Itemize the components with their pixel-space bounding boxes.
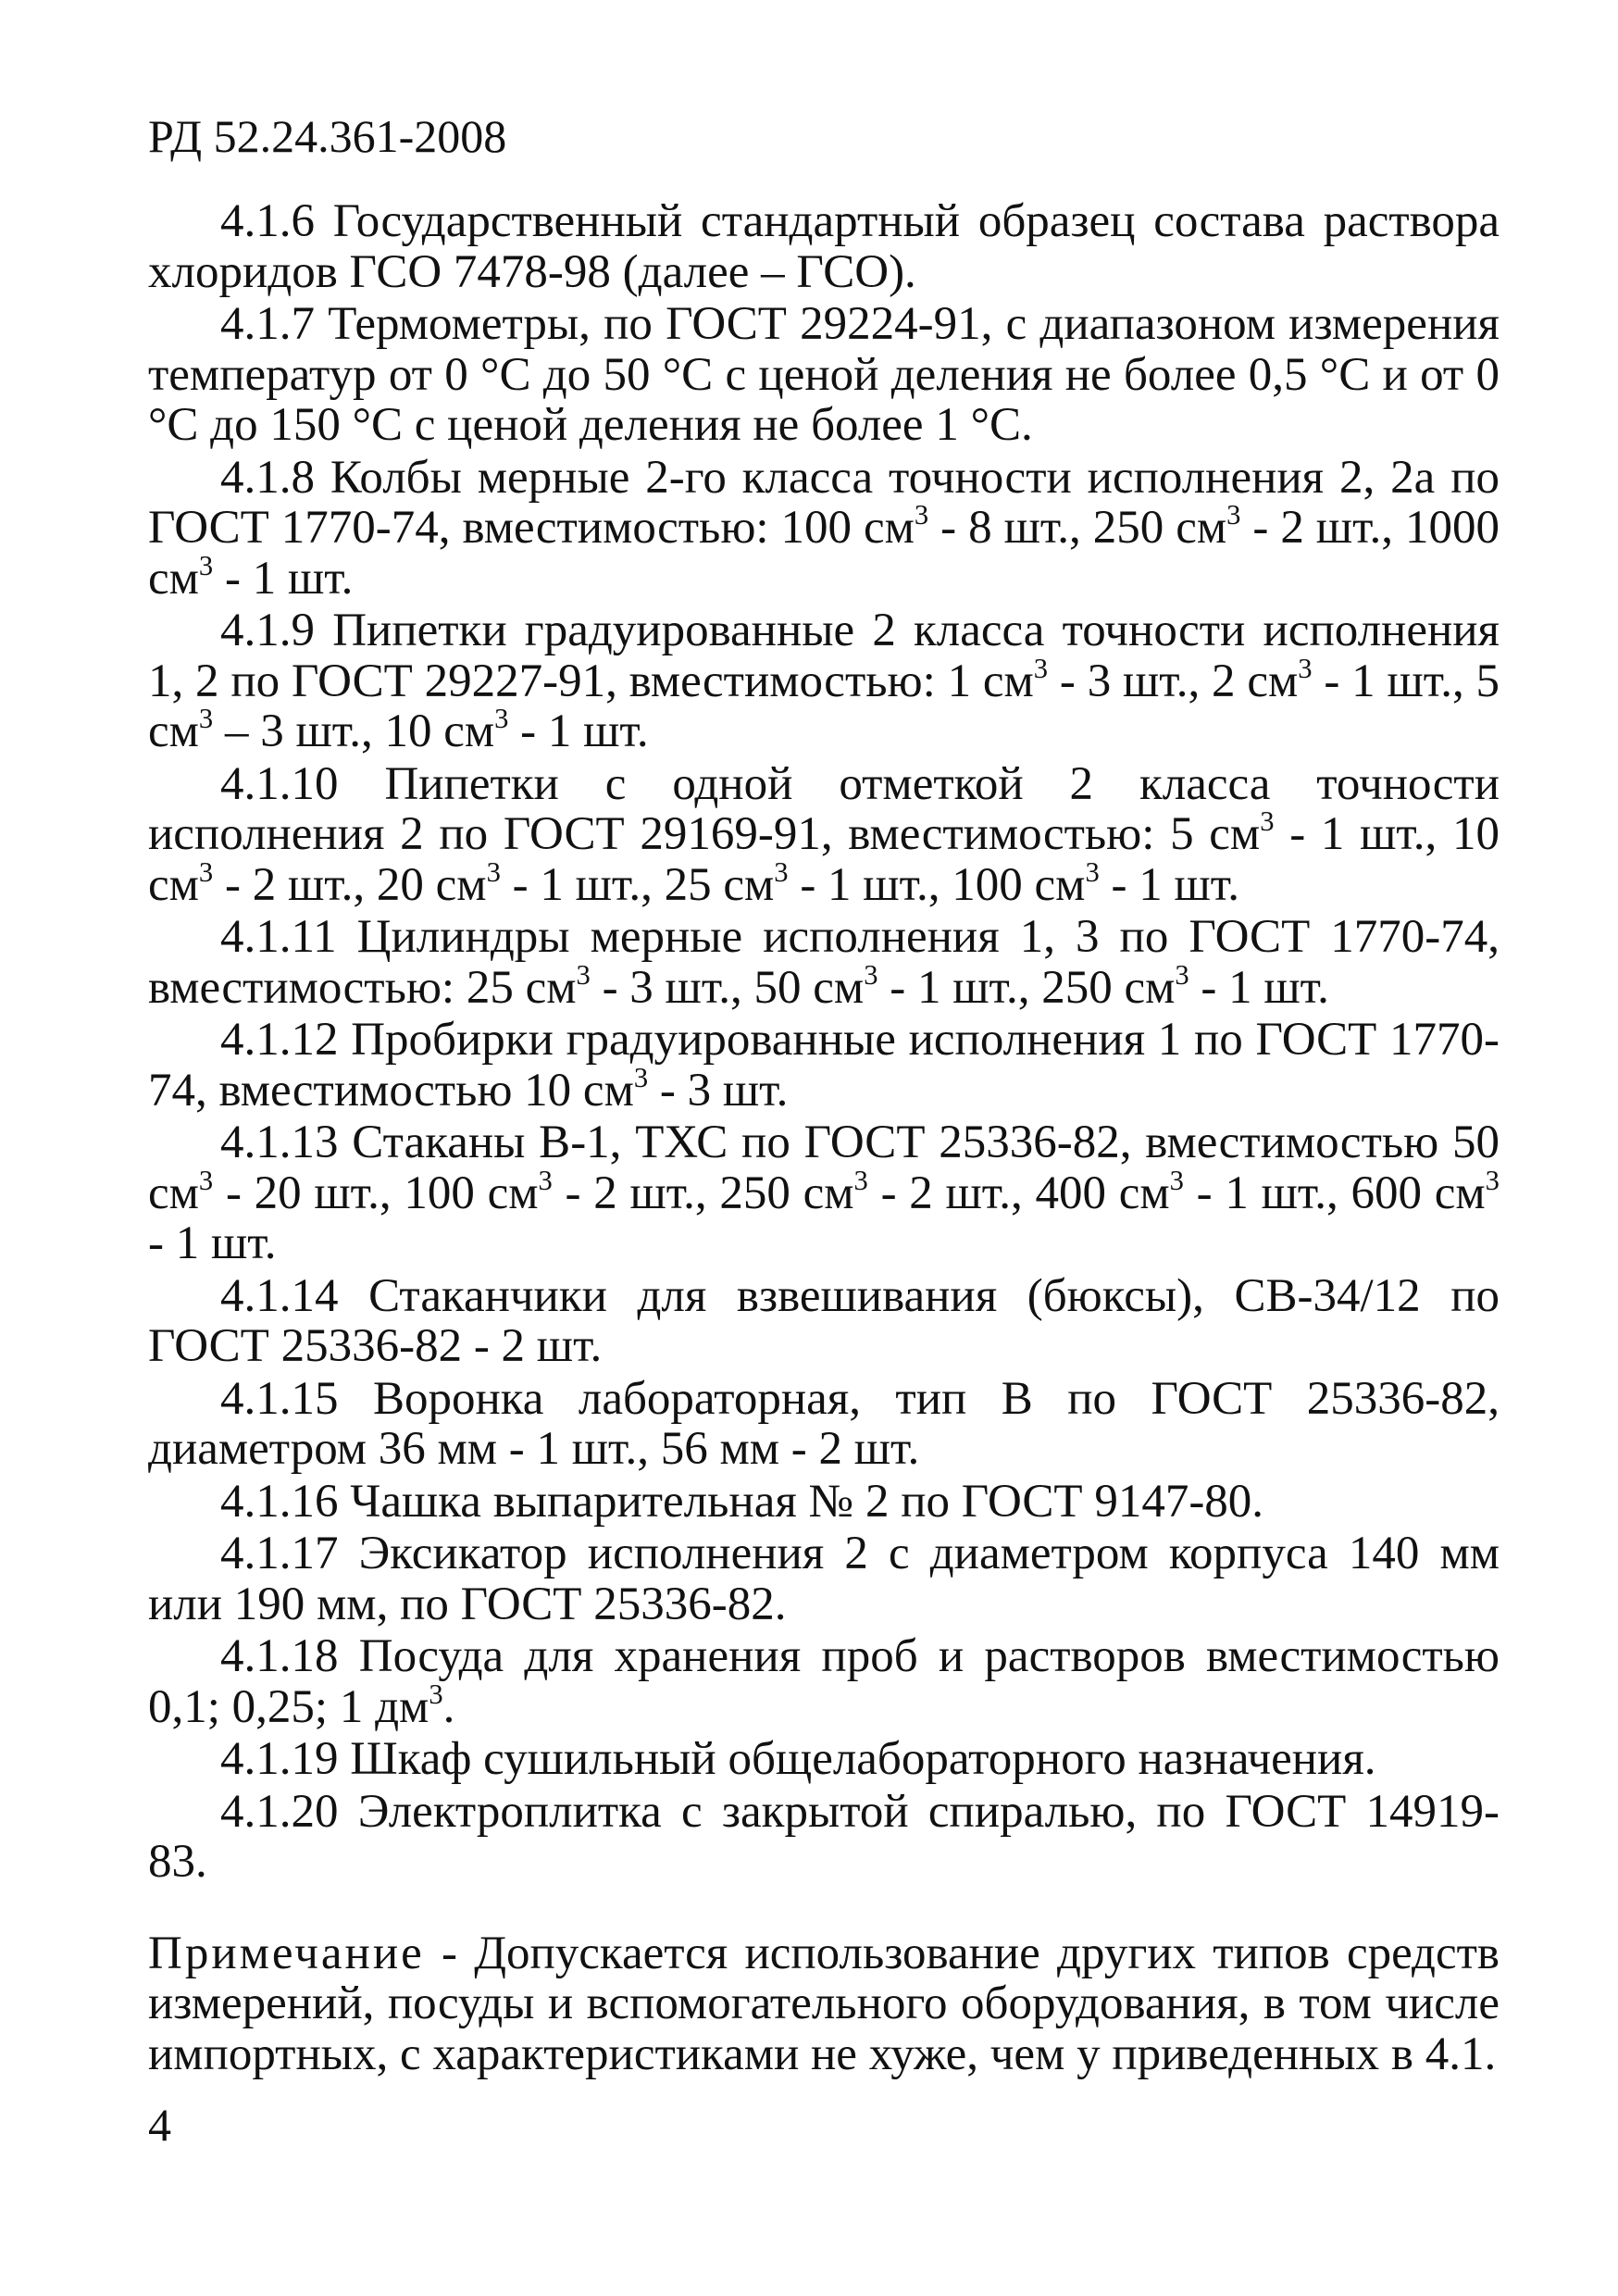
- item-text: - 1 шт.: [1099, 858, 1239, 911]
- unit-superscript: 3: [198, 549, 214, 581]
- item-text: - 3 шт., 50 см: [590, 961, 865, 1014]
- unit-superscript: 3: [1169, 1164, 1184, 1196]
- item-number: 4.1.9: [220, 605, 315, 656]
- item-text: - 2 шт., 250 см: [552, 1167, 854, 1219]
- list-item: [148, 1631, 1500, 1732]
- item-number: 4.1.12: [220, 1014, 339, 1066]
- list-item: [148, 1015, 1500, 1116]
- item-text: Электроплитка с закрытой спиралью, по ГОСТ 14919-83.: [148, 1785, 1500, 1888]
- unit-superscript: 3: [914, 499, 929, 531]
- item-text: - 8 шт., 250 см: [928, 502, 1227, 554]
- list-item: [148, 1117, 1500, 1269]
- item-text: Шкаф сушильный общелабораторного назначения.: [350, 1733, 1376, 1785]
- item-text: - 1 шт.: [1189, 961, 1329, 1014]
- item-text: Воронка лабораторная, тип В по ГОСТ 25336-82, диаметром 36 мм - 1 шт., 56 мм - 2 шт.: [148, 1372, 1500, 1475]
- item-text: Пипетки градуированные 2 класса точности исполнения 1, 2 по ГОСТ 29227-91, вместимостью: 1 см: [148, 605, 1500, 707]
- item-text: - 1 шт., 10 см: [148, 808, 1500, 911]
- unit-superscript: 3: [494, 703, 509, 735]
- item-number: 4.1.17: [220, 1528, 339, 1579]
- unit-superscript: 3: [1175, 958, 1189, 991]
- item-text: Колбы мерные 2-го класса точности исполнения 2, 2а по ГОСТ 1770-74, вместимостью: 100 см: [148, 451, 1500, 554]
- unit-superscript: 3: [198, 703, 214, 735]
- item-text: Эксикатор исполнения 2 с диаметром корпуса 140 мм или 190 мм, по ГОСТ 25336-82.: [148, 1528, 1500, 1630]
- list-item: [148, 912, 1500, 1013]
- list-item: [148, 196, 1500, 297]
- document-code-header: РД 52.24.361-2008: [148, 110, 507, 162]
- item-text: - 3 шт., 2 см: [1048, 655, 1299, 707]
- unit-superscript: 3: [1485, 1164, 1500, 1196]
- unit-superscript: 3: [198, 1164, 214, 1196]
- list-item: [148, 1529, 1500, 1629]
- unit-superscript: 3: [1260, 805, 1275, 838]
- item-number: 4.1.13: [220, 1117, 339, 1168]
- item-text: - 2 шт., 1000 см: [148, 502, 1500, 605]
- unit-superscript: 3: [774, 855, 789, 888]
- item-text: Государственный стандартный образец состава раствора хлоридов ГСО 7478-98 (далее – ГСО).: [148, 195, 1500, 298]
- list-item: [148, 1374, 1500, 1475]
- item-text: Пробирки градуированные исполнения 1 по ГОСТ 1770-74, вместимостью 10 см: [148, 1014, 1500, 1117]
- item-text: .: [442, 1680, 455, 1733]
- unit-superscript: 3: [1085, 855, 1100, 888]
- unit-superscript: 3: [864, 958, 878, 991]
- item-text: Пипетки с одной отметкой 2 класса точности исполнения 2 по ГОСТ 29169-91, вместимостью: 5 см: [148, 757, 1500, 860]
- item-number: 4.1.6: [220, 195, 315, 247]
- note-text: - Допускается использование других типов средств измерений, посуды и вспомогательного оборудования, в том числе импортных, с характеристиками не хуже, чем у приведенных в 4.1.: [148, 1927, 1500, 2080]
- list-item: [148, 453, 1500, 605]
- unit-superscript: 3: [198, 855, 214, 888]
- item-text: - 1 шт.: [508, 705, 649, 757]
- item-number: 4.1.19: [220, 1733, 339, 1785]
- item-text: Цилиндры мерные исполнения 1, 3 по ГОСТ 1770-74, вместимостью: 25 см: [148, 911, 1500, 1014]
- item-text: – 3 шт., 10 см: [213, 705, 495, 757]
- item-text: - 20 шт., 100 см: [213, 1167, 539, 1219]
- item-text: - 1 шт.: [148, 1217, 277, 1269]
- page-number: 4: [148, 2099, 171, 2151]
- unit-superscript: 3: [853, 1164, 868, 1196]
- list-item: [148, 1734, 1500, 1785]
- item-text: Термометры, по ГОСТ 29224-91, с диапазоном измерения температур от 0 °С до 50 °С с ценой деления не более 0,5 °С и от 0 °С до 150 °С с ценой деления не более 1 °С.: [148, 298, 1500, 451]
- item-text: - 1 шт., 5 см: [148, 655, 1500, 757]
- item-number: 4.1.14: [220, 1269, 339, 1322]
- item-number: 4.1.8: [220, 451, 315, 504]
- item-text: - 1 шт., 250 см: [877, 961, 1176, 1014]
- note-label: Примечание: [148, 1927, 425, 1979]
- unit-superscript: 3: [429, 1678, 443, 1710]
- item-text: - 3 шт.: [648, 1064, 789, 1117]
- item-text: - 1 шт., 100 см: [788, 858, 1086, 911]
- item-number: 4.1.18: [220, 1630, 339, 1682]
- unit-superscript: 3: [1298, 652, 1313, 684]
- item-text: - 2 шт., 20 см: [213, 858, 487, 911]
- unit-superscript: 3: [633, 1061, 649, 1093]
- item-text: Чашка выпарительная № 2 по ГОСТ 9147-80.: [350, 1475, 1264, 1528]
- item-text: - 1 шт., 25 см: [500, 858, 775, 911]
- items-container: [148, 196, 1500, 1888]
- list-item: [148, 605, 1500, 757]
- unit-superscript: 3: [1033, 652, 1049, 684]
- list-item: [148, 1477, 1500, 1528]
- item-text: - 1 шт., 600 см: [1183, 1167, 1486, 1219]
- list-item: [148, 759, 1500, 911]
- item-number: 4.1.20: [220, 1785, 339, 1838]
- item-text: Стаканчики для взвешивания (бюксы), СВ-34/12 по ГОСТ 25336-82 - 2 шт.: [148, 1269, 1500, 1372]
- item-text: - 1 шт.: [213, 552, 354, 605]
- note-paragraph: [148, 1928, 1500, 2080]
- item-number: 4.1.7: [220, 298, 315, 350]
- list-item: [148, 299, 1500, 451]
- item-number: 4.1.16: [220, 1475, 339, 1528]
- item-number: 4.1.10: [220, 757, 339, 810]
- unit-superscript: 3: [538, 1164, 553, 1196]
- unit-superscript: 3: [1226, 499, 1241, 531]
- equipment-list: [148, 196, 1500, 2079]
- item-number: 4.1.15: [220, 1372, 339, 1425]
- item-text: - 2 шт., 400 см: [867, 1167, 1170, 1219]
- item-text: Посуда для хранения проб и растворов вместимостью 0,1; 0,25; 1 дм: [148, 1630, 1500, 1733]
- unit-superscript: 3: [576, 958, 591, 991]
- list-item: [148, 1271, 1500, 1372]
- unit-superscript: 3: [486, 855, 501, 888]
- item-text: Стаканы В-1, ТХС по ГОСТ 25336-82, вместимостью 50 см: [148, 1117, 1500, 1219]
- item-number: 4.1.11: [220, 911, 337, 963]
- list-item: [148, 1787, 1500, 1888]
